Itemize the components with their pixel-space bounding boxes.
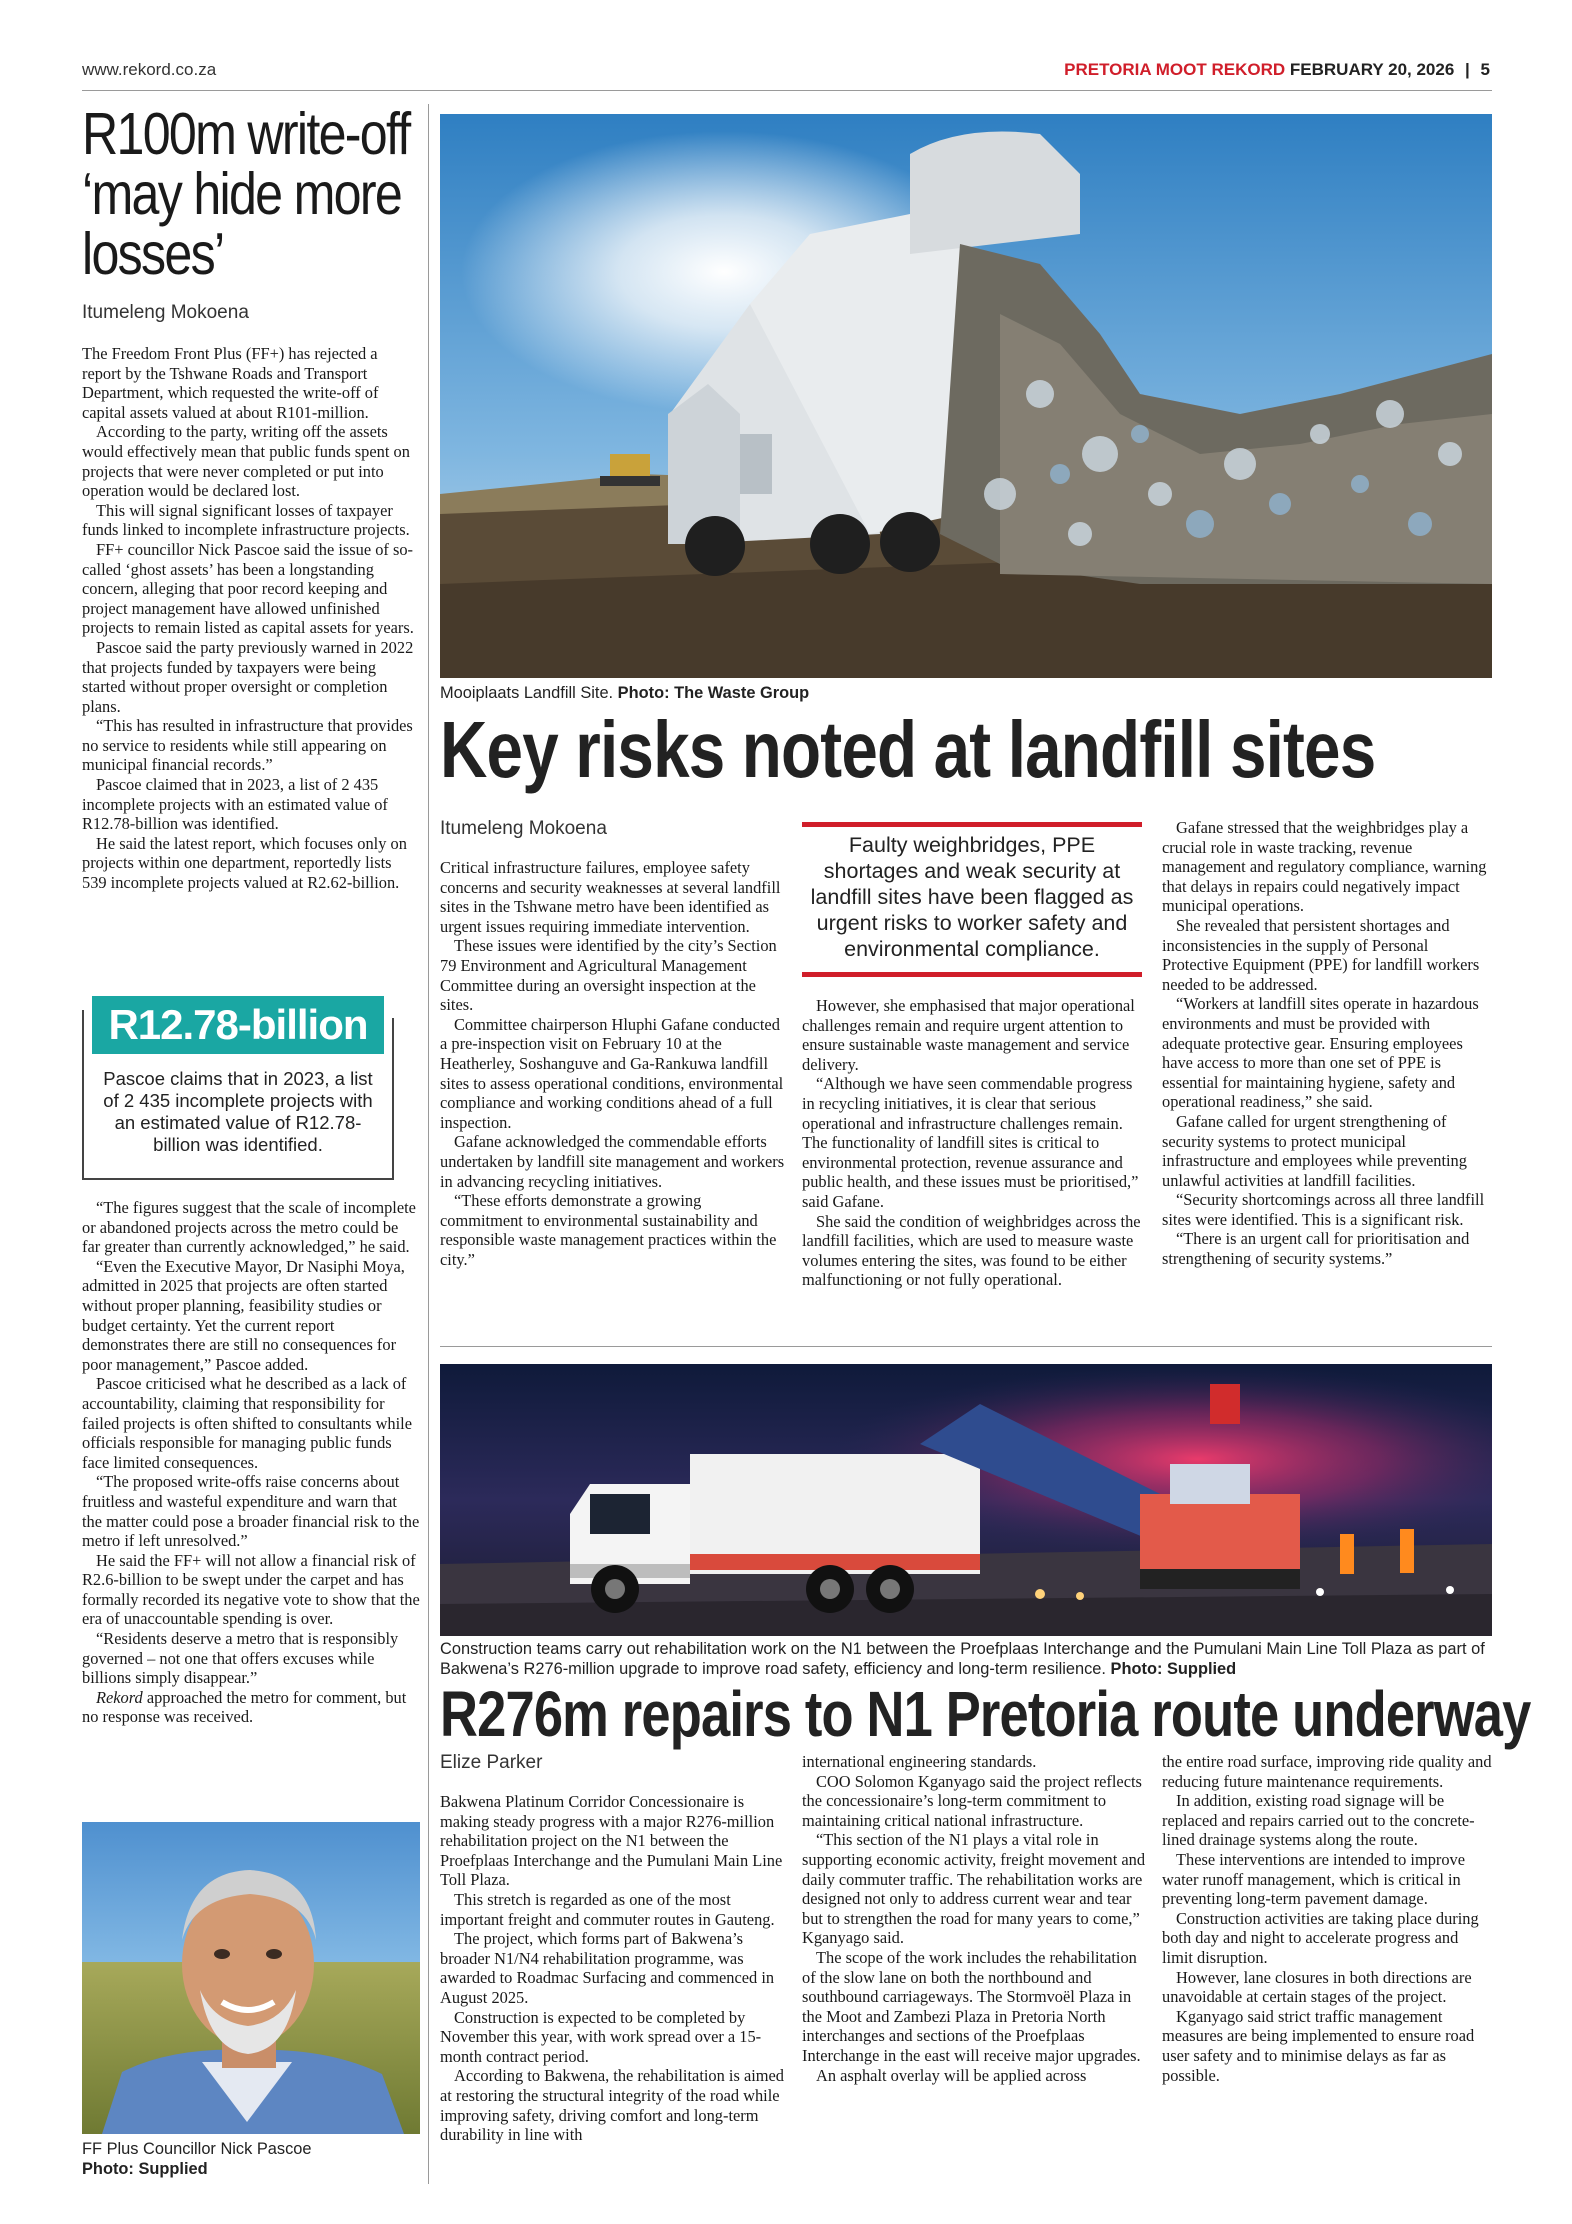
publication-italic: Rekord: [96, 1687, 143, 1707]
landfill-col-2: [802, 996, 1148, 1290]
n1-col-1: [440, 1792, 786, 2145]
writeoff-body-top: [82, 344, 420, 893]
paragraph: “There is an urgent call for prioritisation and strengthening of security systems.”: [1162, 1229, 1470, 1269]
paragraph: international engineering standards.: [802, 1752, 1037, 1771]
paragraph: “Workers at landfill sites operate in hazardous environments and must be provided with adequate protective gear. Ensuring employees have access to more than one set of PPE is essential for maintaining hygiene, safety and operational readiness,” she said.: [1162, 994, 1479, 1112]
landfill-pullquote: Faulty weighbridges, PPE shortages and weak security at landfill sites have been flagged as urgent risks to worker safety and environmental compliance.: [810, 833, 1134, 961]
pullquote-rule-bottom: [802, 972, 1142, 977]
paragraph: He said the FF+ will not allow a financial risk of R2.6-billion to be swept under the carpet and has formally recorded its negative vote to show that the era of unaccountable spending is over.: [82, 1550, 420, 1629]
paragraph: Construction activities are taking place during both day and night to accelerate progress and limit disruption.: [1162, 1908, 1479, 1967]
paragraph: “Residents deserve a metro that is responsibly governed – not one that offers excuses while billions simply disappear.”: [82, 1629, 399, 1688]
landfill-headline: Key risks noted at landfill sites: [440, 705, 1376, 794]
masthead-folio: [1064, 60, 1490, 80]
paragraph: In addition, existing road signage will be replaced and repairs carried out to the concrete-lined drainage systems along the route.: [1162, 1791, 1475, 1850]
n1-byline: Elize Parker: [440, 1752, 543, 1773]
n1-col-3: [1162, 1752, 1492, 2085]
paragraph-rest: approached the metro for comment, but no response was received.: [82, 1687, 407, 1727]
landfill-byline: Itumeleng Mokoena: [440, 818, 607, 839]
paragraph: “The figures suggest that the scale of incomplete or abandoned projects across the metro could be far greater than currently acknowledged,” he said.: [82, 1198, 416, 1257]
writeoff-body-bottom: [82, 1198, 420, 1727]
landfill-col-3: [1162, 818, 1492, 1269]
paragraph: “Security shortcomings across all three landfill sites were identified. This is a significant risk.: [1162, 1190, 1485, 1229]
publication-name: PRETORIA MOOT REKORD: [1064, 60, 1286, 79]
writeoff-headline: R100m write-off ‘may hide more losses’: [82, 101, 410, 287]
paragraph: These interventions are intended to improve water runoff management, which is critical in preventing long-term pavement damage.: [1162, 1849, 1466, 1909]
paragraph: Gafane acknowledged the commendable efforts undertaken by landfill site management and workers in advancing recycling initiatives.: [440, 1132, 785, 1191]
stat-callout-figure: R12.78-billion: [92, 996, 384, 1054]
paragraph: “These efforts demonstrate a growing commitment to environmental sustainability and responsible waste management practices within the city.”: [440, 1191, 777, 1269]
paragraph: “This has resulted in infrastructure that provides no service to residents while still appearing on municipal financial records.”: [82, 716, 413, 775]
landfill-col-1: [440, 858, 786, 1269]
paragraph: The project, which forms part of Bakwena’s broader N1/N4 rehabilitation programme, was awarded to Roadmac Surfacing and commenced in August 2025.: [440, 1929, 775, 2007]
paragraph: This stretch is regarded as one of the most important freight and commuter routes in Gauteng.: [440, 1889, 775, 1929]
caption-credit: Photo: Supplied: [82, 2159, 208, 2178]
paragraph: He said the latest report, which focuses only on projects within one department, reportedly lists 539 incomplete projects valued at R2.62-billion.: [82, 833, 407, 893]
caption-text: Mooiplaats Landfill Site.: [440, 684, 618, 702]
n1-roadworks-photo: [440, 1364, 1492, 1636]
paragraph: According to the party, writing off the assets would effectively mean that public funds spent on projects that were never completed or put into operation would be declared lost.: [82, 422, 410, 501]
caption-credit: Photo: Supplied: [1110, 1659, 1237, 1678]
paragraph: However, lane closures in both directions are unavoidable at certain stages of the project.: [1162, 1967, 1472, 2007]
paragraph: The Freedom Front Plus (FF+) has rejected a report by the Tshwane Roads and Transport Department, which requested the write-off of capital assets valued at about R101-million.: [82, 344, 379, 422]
writeoff-byline: Itumeleng Mokoena: [82, 302, 249, 323]
paragraph: Critical infrastructure failures, employee safety concerns and security weaknesses at several landfill sites in the Tshwane metro have been identified as urgent issues requiring immediate intervention.: [440, 858, 781, 936]
paragraph: She revealed that persistent shortages and inconsistencies in the supply of Personal Protective Equipment (PPE) for landfill workers needed to be addressed.: [1162, 915, 1480, 994]
column-rule: [428, 104, 429, 2184]
paragraph: Gafane stressed that the weighbridges play a crucial role in waste tracking, revenue management and regulatory compliance, warning that delays in repairs could negatively impact municipal operations.: [1162, 818, 1487, 916]
paragraph: “Although we have seen commendable progress in recycling initiatives, it is clear that serious operational and infrastructure challenges remain. The functionality of landfill sites is critical to environmental protection, revenue assurance and public health, and these issues must be prioritised,” said Gafane.: [802, 1074, 1139, 1211]
issue-date: FEBRUARY 20, 2026: [1289, 60, 1455, 79]
paragraph: the entire road surface, improving ride quality and reducing future maintenance requirements.: [1162, 1752, 1492, 1791]
caption-text: Construction teams carry out rehabilitation work on the N1 between the Proefplaas Interchange and the Pumulani Main Line Toll Plaza as part of Bakwena’s R276-million upgrade to improve road safety, efficiency and long-term resilience.: [440, 1640, 1485, 1678]
paragraph: Gafane called for urgent strengthening of security systems to protect municipal infrastructure and employees while preventing unlawful activities at landfill facilities.: [1162, 1111, 1467, 1190]
caption-text: FF Plus Councillor Nick Pascoe: [82, 2140, 312, 2158]
n1-photo-caption: [440, 1640, 1492, 1679]
paragraph: The scope of the work includes the rehabilitation of the slow lane on both the northbound and southbound carriageways. The Stormvoël Plaza in the Moot and Zambezi Plaza in Pretoria North interchanges and sections of the Proefplaas Interchange in the east will receive major upgrades.: [802, 1947, 1141, 2065]
landfill-photo: [440, 114, 1492, 678]
paragraph: She said the condition of weighbridges across the landfill facilities, which are used to measure waste volumes entering the sites, was found to be either malfunctioning or not fully operational.: [802, 1211, 1141, 1290]
paragraph: FF+ councillor Nick Pascoe said the issue of so-called ‘ghost assets’ has been a longstanding concern, alleging that poor record keeping and project management have allowed unfinished projects to remain listed as capital assets for years.: [82, 539, 414, 638]
pullquote-rule-top: [802, 822, 1142, 827]
paragraph: Bakwena Platinum Corridor Concessionaire is making steady progress with a major R276-million rehabilitation project on the N1 between the Proefplaas Interchange and the Pumulani Main Line Toll Plaza.: [440, 1792, 783, 1890]
stat-callout-text: Pascoe claims that in 2023, a list of 2 435 incomplete projects with an estimated value of R12.78-billion was identified.: [103, 1068, 373, 1155]
paragraph: COO Solomon Kganyago said the project reflects the concessionaire’s long-term commitment to maintaining critical national infrastructure.: [802, 1771, 1142, 1830]
paragraph: Pascoe claimed that in 2023, a list of 2 435 incomplete projects with an estimated value of R12.78-billion was identified.: [82, 775, 388, 834]
paragraph: Kganyago said strict traffic management measures are being implemented to ensure road user safety and to minimise delays as far as possible.: [1162, 2006, 1475, 2085]
caption-credit: Photo: The Waste Group: [617, 684, 810, 702]
section-rule: [440, 1346, 1492, 1347]
page-number: 5: [1480, 60, 1490, 79]
landfill-photo-caption: [440, 684, 1492, 704]
paragraph: “This section of the N1 plays a vital role in supporting economic activity, freight movement and daily commuter traffic. The rehabilitation works are designed not only to address current wear and tear but to strengthen the road for many years to come,” Kganyago said.: [802, 1830, 1146, 1948]
folio-separator: |: [1465, 60, 1470, 79]
paragraph: However, she emphasised that major operational challenges remain and require urgent attention to ensure sustainable waste management and service delivery.: [802, 996, 1135, 1074]
site-url[interactable]: www.rekord.co.za: [82, 60, 217, 79]
paragraph: Construction is expected to be completed by November this year, with work spread over a 15-month contract period.: [440, 2007, 762, 2066]
paragraph: According to Bakwena, the rehabilitation is aimed at restoring the structural integrity of the road while improving safety, driving comfort and long-term durability in line with: [440, 2066, 784, 2145]
n1-headline: R276m repairs to N1 Pretoria route underway: [440, 1678, 1531, 1750]
n1-col-2: [802, 1752, 1148, 2085]
paragraph: These issues were identified by the city’s Section 79 Environment and Agricultural Management Committee during an oversight inspection at the sites.: [440, 936, 777, 1015]
paragraph: “The proposed write-offs raise concerns about fruitless and wasteful expenditure and warn that the matter could pose a broader financial risk to the metro if left unresolved.”: [82, 1472, 420, 1551]
councillor-photo: [82, 1822, 420, 2134]
paragraph: Pascoe said the party previously warned in 2022 that projects funded by taxpayers were being started without proper oversight or completion plans.: [82, 637, 414, 716]
paragraph: An asphalt overlay will be applied across: [816, 2065, 1087, 2085]
councillor-photo-caption: [82, 2140, 420, 2179]
paragraph: Pascoe criticised what he described as a lack of accountability, claiming that responsibility for failed projects is often shifted to consultants while officials responsible for managing public funds face limited consequences.: [82, 1374, 413, 1472]
header-rule: [82, 90, 1492, 91]
paragraph: “Even the Executive Mayor, Dr Nasiphi Moya, admitted in 2025 that projects are often started without proper planning, feasibility studies or budget certainty. Yet the current report demonstrates there are still no consequences for poor management,” Pascoe added.: [82, 1256, 405, 1374]
paragraph: Committee chairperson Hluphi Gafane conducted a pre-inspection visit on February 10 at the Heatherley, Soshanguve and Ga-Rankuwa landfill sites to assess operational conditions, environmental compliance and working conditions ahead of a full inspection.: [440, 1014, 784, 1132]
paragraph: [82, 1688, 420, 1727]
paragraph: This will signal significant losses of taxpayer funds linked to incomplete infrastructure projects.: [82, 500, 410, 540]
